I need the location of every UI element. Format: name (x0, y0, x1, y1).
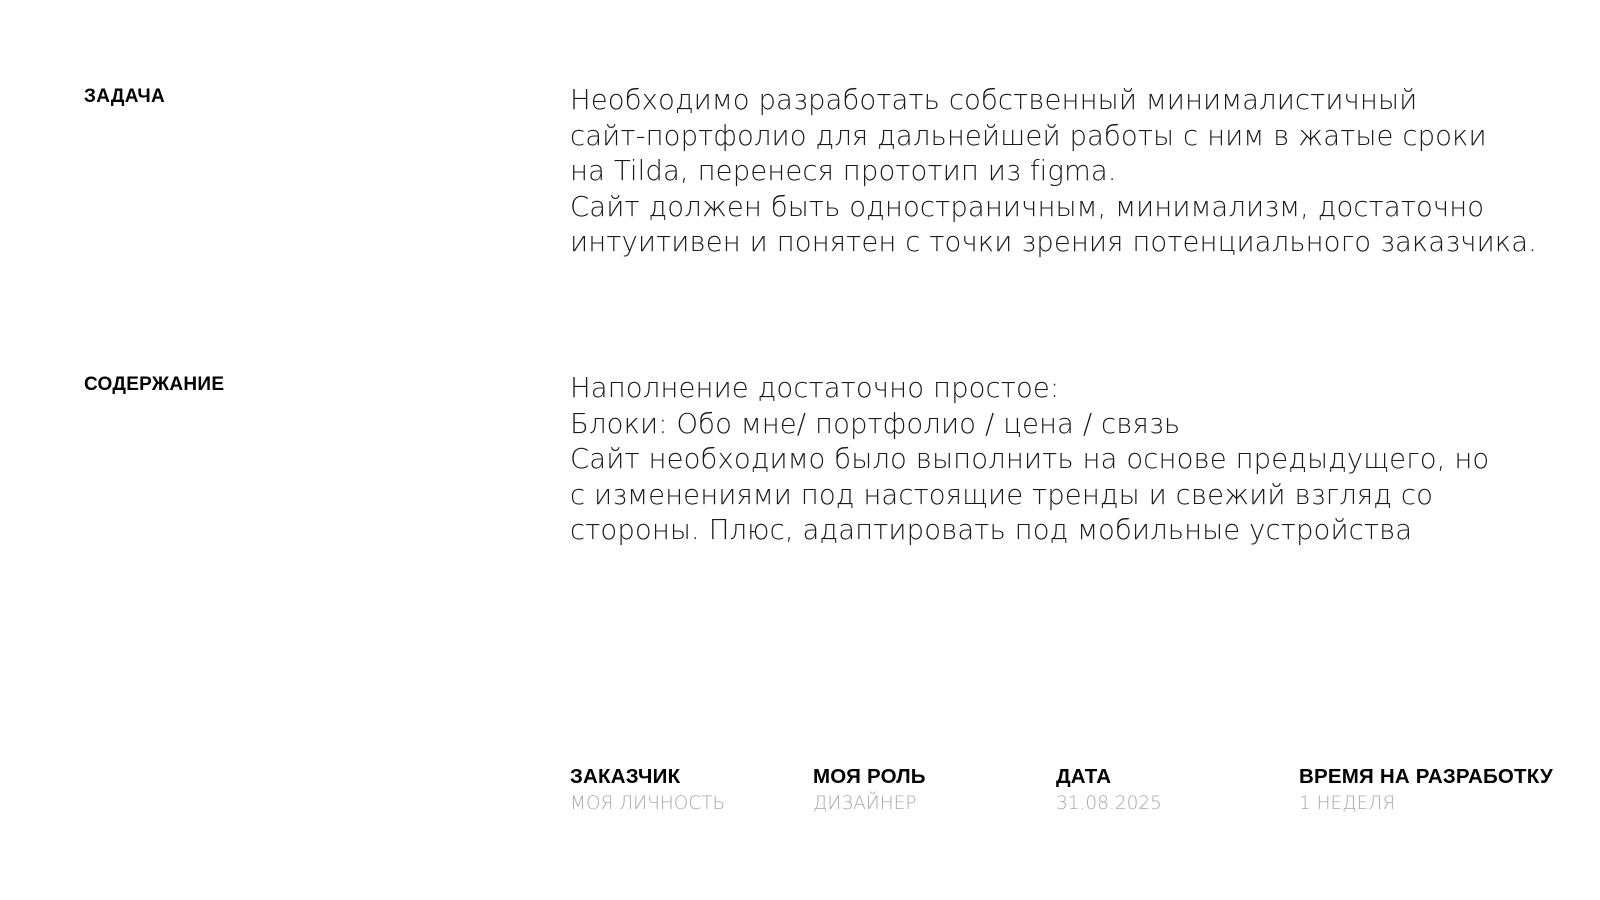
task-line: интуитивен и понятен с точки зрения потенциального заказчика. (570, 226, 1538, 258)
meta-date-value: 31.08.2025 (1056, 793, 1162, 814)
content-line: Сайт необходимо было выполнить на основе предыдущего, но (570, 443, 1490, 475)
meta-duration (1299, 764, 1553, 818)
task-description (570, 83, 1580, 261)
task-heading: ЗАДАЧА (84, 86, 166, 107)
task-line: Необходимо разработать собственный минималистичный (570, 84, 1418, 116)
content-line: Наполнение достаточно простое: (570, 372, 1060, 404)
meta-role-label: МОЯ РОЛЬ (813, 765, 926, 788)
meta-client-value: МОЯ ЛИЧНОСТЬ (570, 793, 726, 814)
content-line: Блоки: Обо мне/ портфолио / цена / связь (570, 407, 1181, 440)
content-line: с изменениями под настоящие тренды и свежий взгляд со (570, 478, 1434, 511)
content-line: стороны. Плюс, адаптировать под мобильные устройства (570, 514, 1413, 546)
content-description (570, 371, 1580, 549)
meta-client-label: ЗАКАЗЧИК (570, 765, 681, 788)
meta-client (570, 764, 813, 818)
task-line: сайт-портфолио для дальнейшей работы с ним в жатые сроки (570, 119, 1487, 152)
meta-date (1056, 764, 1299, 818)
meta-duration-value: 1 НЕДЕЛЯ (1299, 793, 1396, 814)
content-heading: СОДЕРЖАНИЕ (84, 374, 225, 395)
meta-role-value: ДИЗАЙНЕР (813, 793, 917, 814)
meta-date-label: ДАТА (1056, 765, 1112, 788)
task-line: на Tilda, перенеся прототип из figma. (570, 155, 1117, 187)
task-line: Сайт должен быть одностраничным, минимализм, достаточно (570, 190, 1485, 223)
meta-duration-label: ВРЕМЯ НА РАЗРАБОТКУ (1299, 765, 1553, 788)
meta-role (813, 764, 1056, 818)
project-meta (570, 764, 1553, 818)
